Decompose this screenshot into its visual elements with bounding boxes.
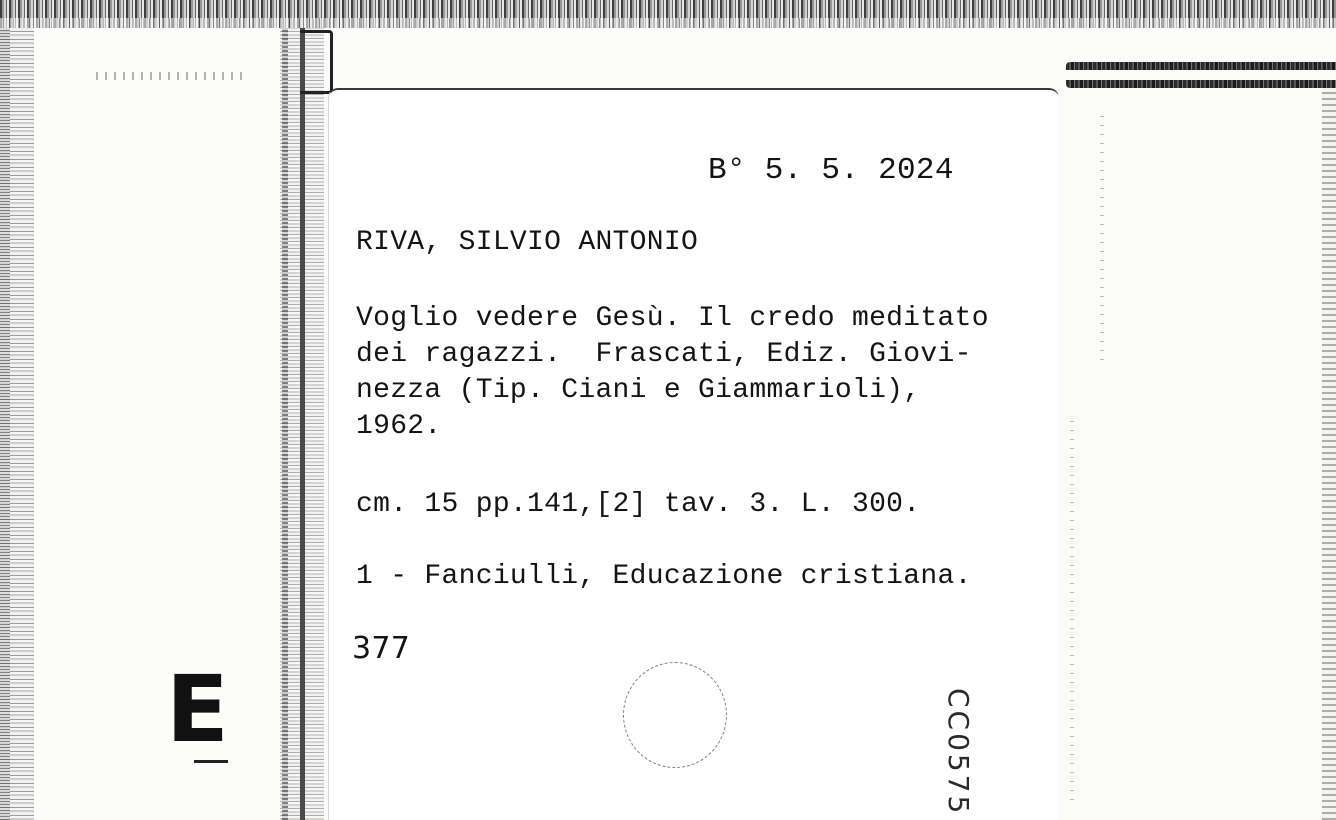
library-stamp bbox=[623, 662, 727, 768]
card-collation: cm. 15 pp.141,[2] tav. 3. L. 300. bbox=[356, 489, 921, 520]
card-inventory-number: CC0575 bbox=[942, 688, 975, 817]
card-title-line: dei ragazzi. Frascati, Ediz. Giovi- bbox=[356, 339, 972, 370]
right-page-specks bbox=[1070, 420, 1074, 800]
card-shelfmark: 377 bbox=[352, 631, 411, 666]
divider-tab bbox=[300, 30, 333, 94]
card-date: B° 5. 5. 2024 bbox=[708, 153, 954, 188]
card-author: RIVA, SILVIO ANTONIO bbox=[356, 227, 699, 258]
card-divider-strip bbox=[280, 28, 324, 820]
right-scan-edge bbox=[1322, 88, 1336, 820]
right-page-bar bbox=[1066, 62, 1336, 88]
card-title-line: nezza (Tip. Ciani e Giammarioli), bbox=[356, 375, 921, 406]
left-page-specks bbox=[96, 72, 246, 80]
card-title-line: Voglio vedere Gesù. Il credo meditato bbox=[356, 303, 989, 334]
card-subject: 1 - Fanciulli, Educazione cristiana. bbox=[356, 561, 972, 592]
right-page-specks bbox=[1100, 110, 1104, 360]
left-page-mark bbox=[194, 746, 228, 763]
left-page-letter: E bbox=[166, 656, 229, 763]
card-title-line: 1962. bbox=[356, 411, 442, 442]
top-scan-border bbox=[0, 0, 1336, 28]
left-scan-border bbox=[0, 28, 34, 820]
